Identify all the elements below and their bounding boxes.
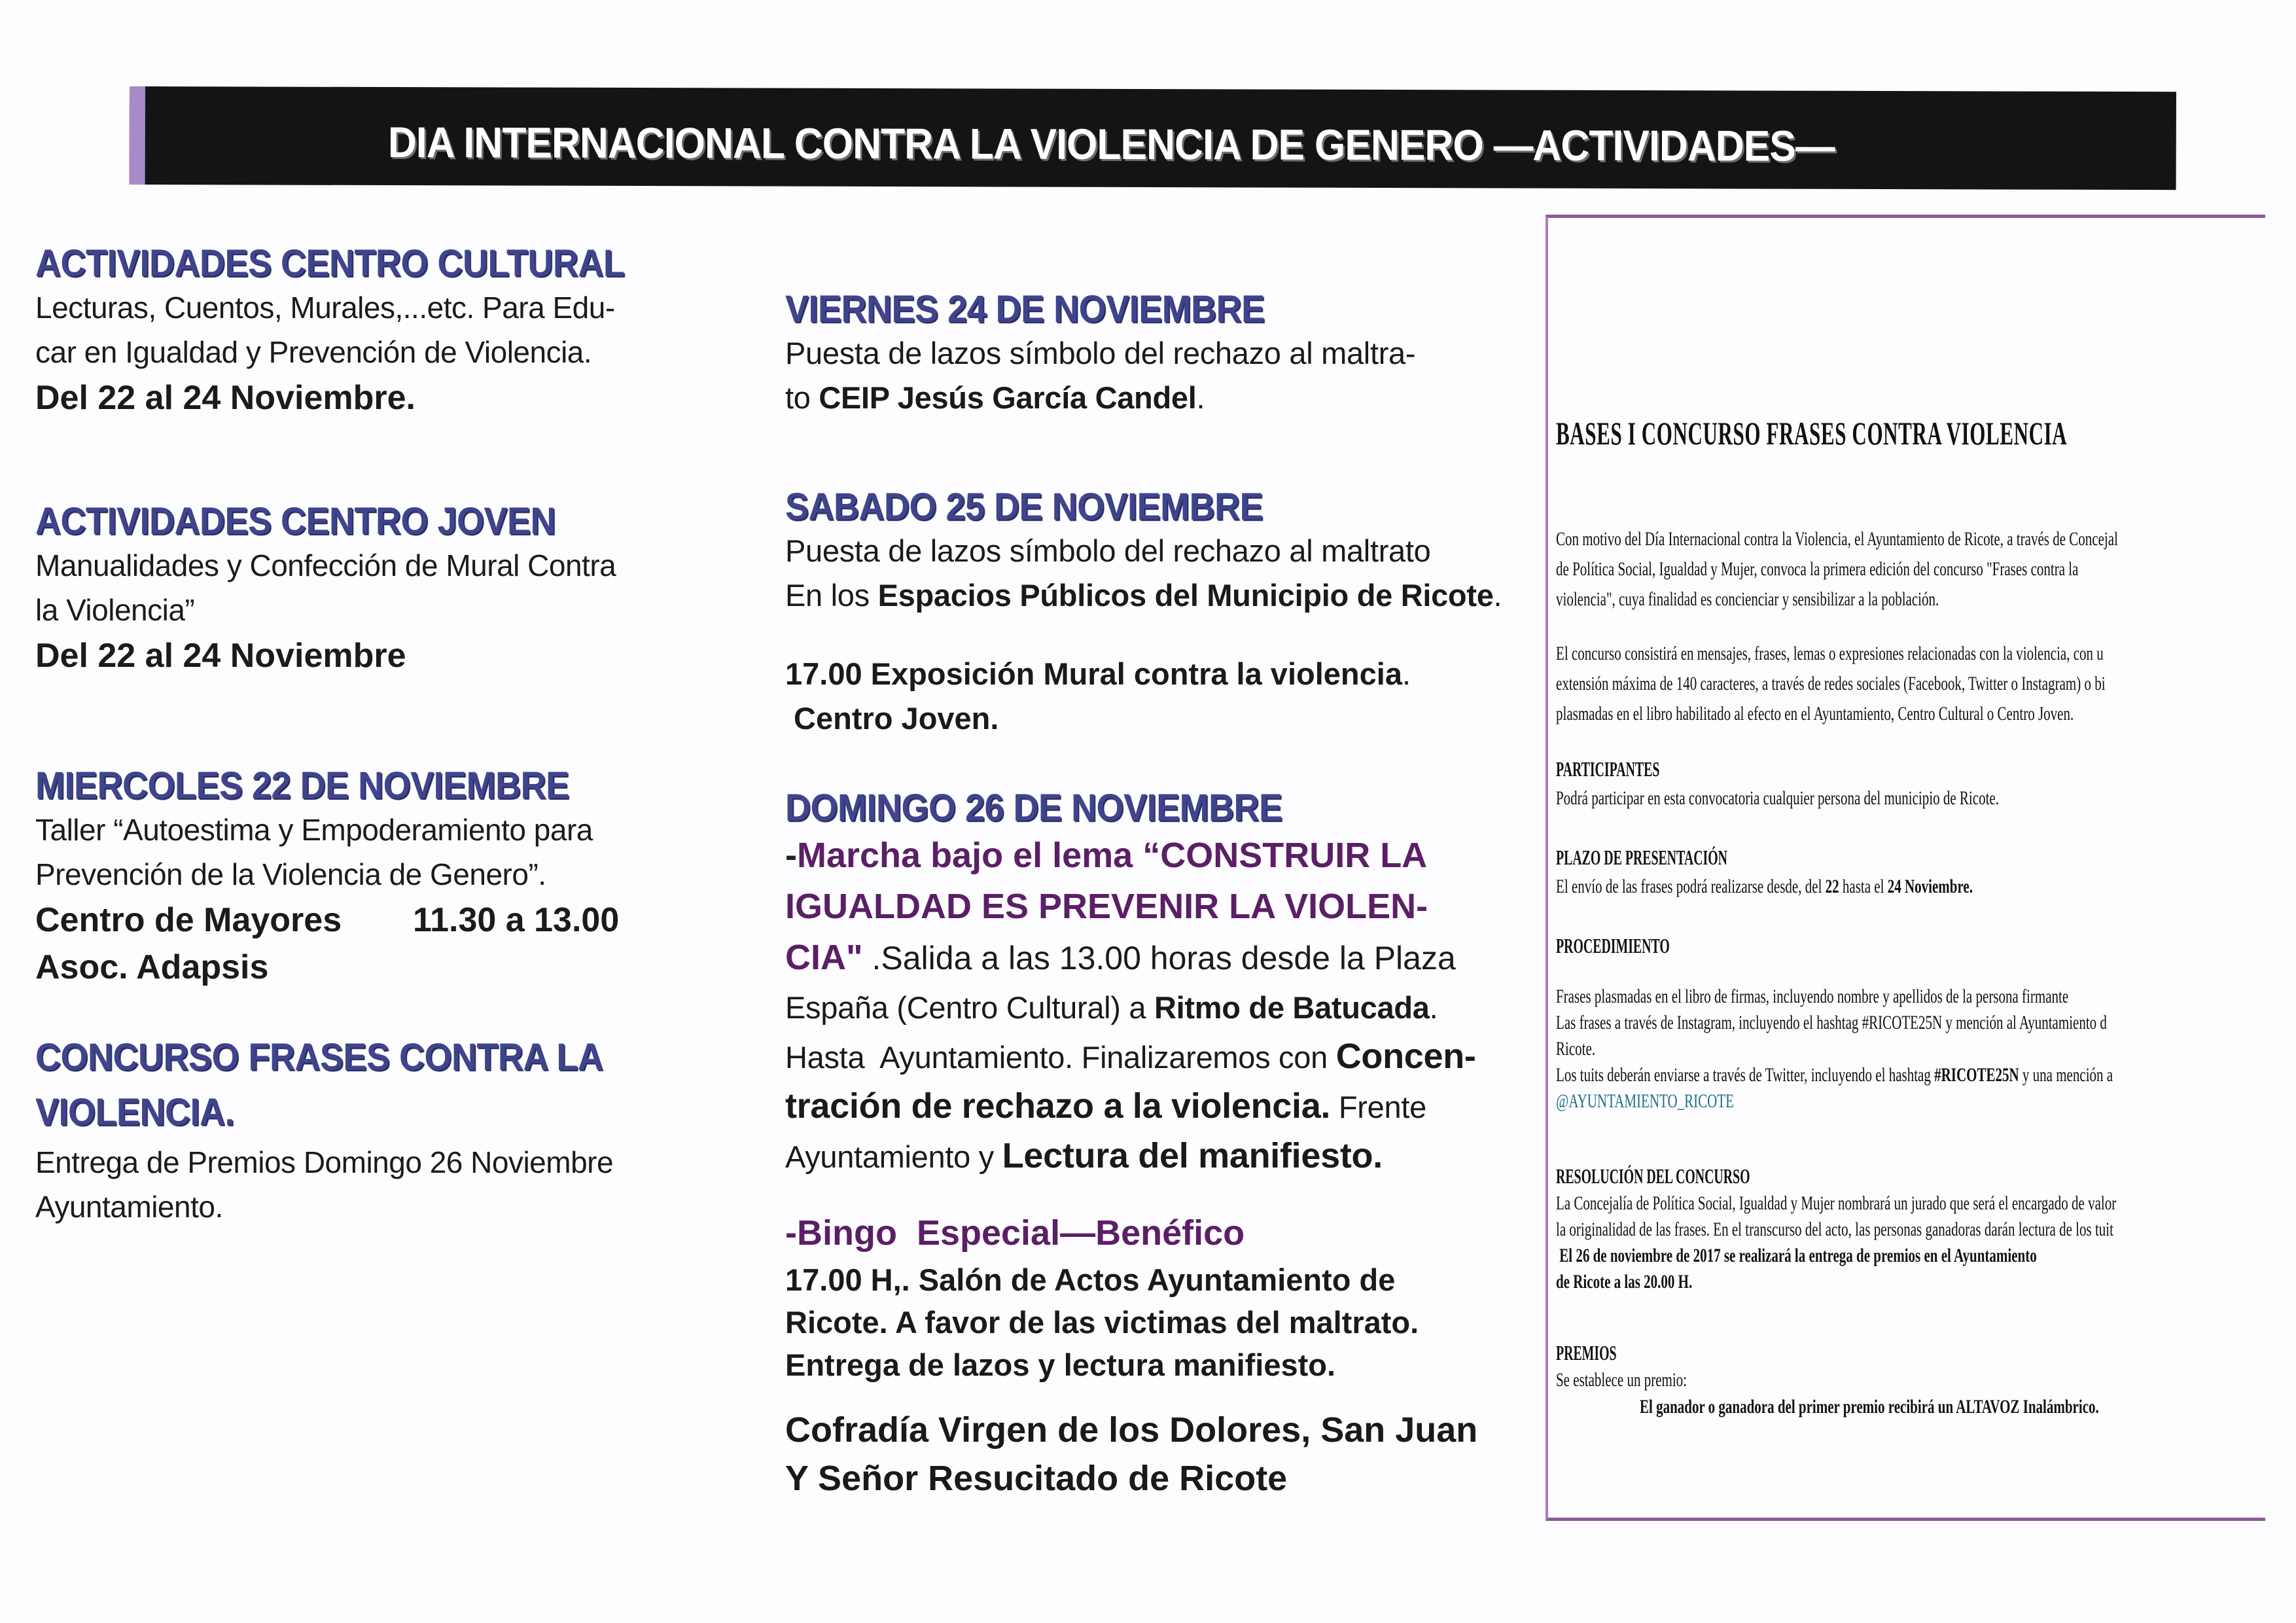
event-place: Centro de Mayores bbox=[35, 901, 342, 939]
event-organizer: Asoc. Adapsis bbox=[35, 948, 269, 986]
description-line: Ayuntamiento. bbox=[35, 1190, 223, 1224]
text-fragment: En los bbox=[785, 578, 878, 613]
text-fragment: tración de rechazo a la violencia. bbox=[785, 1086, 1331, 1126]
rules-text-line bbox=[1556, 872, 2223, 902]
section-domingo bbox=[785, 787, 1538, 1503]
page-title: DIA INTERNACIONAL CONTRA LA VIOLENCIA DE GENERO —ACTIVIDADES— bbox=[388, 118, 1835, 170]
description-line bbox=[785, 984, 1538, 1032]
venue-name: Espacios Públicos del Municipio de Ricote bbox=[877, 578, 1494, 613]
contest-rules-panel bbox=[1545, 215, 2265, 1521]
hashtag: #RICOTE25N bbox=[1934, 1064, 2019, 1086]
text-fragment: España (Centro Cultural) a bbox=[785, 990, 1155, 1025]
text-fragment: y una mención a bbox=[2019, 1064, 2113, 1086]
description-line: Lecturas, Cuentos, Murales,...etc. Para Edu- bbox=[35, 291, 615, 325]
description-line: la Violencia” bbox=[35, 593, 195, 627]
text-fragment: . bbox=[1196, 380, 1205, 415]
marcha-slogan bbox=[785, 830, 1538, 881]
text-fragment: Frente bbox=[1330, 1090, 1426, 1124]
rules-text-line: Podrá participar en esta convocatoria cualquier persona del municipio de Ricote. bbox=[1556, 787, 1999, 809]
section-sabado bbox=[785, 486, 1538, 741]
text-fragment: Marcha bajo el lema “CONSTRUIR LA bbox=[796, 836, 1428, 875]
bingo-detail: 17.00 H,. Salón de Actos Ayuntamiento de bbox=[785, 1262, 1396, 1297]
bingo-heading: -Bingo Especial—Benéfico bbox=[785, 1213, 1245, 1253]
text-fragment: - bbox=[785, 836, 797, 875]
place-time-row bbox=[35, 897, 742, 944]
section-heading: VIERNES 24 DE NOVIEMBRE bbox=[785, 288, 1265, 330]
text-fragment: Ritmo de Batucada bbox=[1154, 990, 1430, 1025]
rules-plazo bbox=[1556, 843, 2151, 902]
text-fragment: El envío de las frases podrá realizarse desde, del bbox=[1556, 876, 1826, 897]
section-centro-cultural bbox=[35, 242, 742, 421]
rules-subheading: PLAZO DE PRESENTACIÓN bbox=[1556, 846, 1727, 869]
rules-text-line: El 26 de noviembre de 2017 se realizará la entrega de premios en el Ayuntamiento bbox=[1556, 1245, 2037, 1266]
section-heading: CONCURSO FRASES CONTRA LA bbox=[35, 1036, 603, 1079]
rules-text-line: Frases plasmadas en el libro de firmas, incluyendo nombre y apellidos de la persona firmante bbox=[1556, 986, 2069, 1007]
left-column bbox=[35, 242, 742, 1229]
section-heading: SABADO 25 DE NOVIEMBRE bbox=[785, 486, 1263, 528]
rules-text-line: Con motivo del Día Internacional contra la Violencia, el Ayuntamiento de Ricote, a través de Concejal bbox=[1556, 528, 2118, 550]
rules-participantes bbox=[1556, 755, 2189, 813]
rules-intro bbox=[1556, 524, 2296, 615]
text-fragment: to bbox=[785, 380, 819, 415]
rules-subheading: PROCEDIMIENTO bbox=[1556, 934, 1670, 957]
date-range: Del 22 al 24 Noviembre. bbox=[35, 379, 415, 417]
marcha-slogan: IGUALDAD ES PREVENIR LA VIOLEN- bbox=[785, 887, 1428, 926]
rules-text-line: extensión máxima de 140 caracteres, a través de redes sociales (Facebook, Twitter o Instagram) o bi bbox=[1556, 673, 2106, 694]
section-viernes bbox=[785, 288, 1538, 420]
exposicion-line bbox=[785, 652, 1538, 696]
section-miercoles bbox=[35, 764, 742, 991]
rules-text-line: Se establece un premio: bbox=[1556, 1369, 1687, 1391]
rules-subheading: RESOLUCIÓN DEL CONCURSO bbox=[1556, 1164, 1750, 1188]
description-line bbox=[785, 573, 1538, 618]
description-line bbox=[785, 1132, 1538, 1181]
rules-description bbox=[1556, 639, 2296, 729]
prize-description: El ganador o ganadora del primer premio recibirá un ALTAVOZ Inalámbrico. bbox=[1640, 1396, 2099, 1418]
rules-text-line: de Ricote a las 20.00 H. bbox=[1556, 1271, 1693, 1293]
description-line bbox=[785, 1032, 1538, 1082]
middle-column bbox=[785, 288, 1538, 1503]
section-heading: ACTIVIDADES CENTRO JOVEN bbox=[35, 500, 556, 543]
section-concurso bbox=[35, 1030, 742, 1229]
description-line: car en Igualdad y Prevención de Violencia. bbox=[35, 335, 592, 369]
description-line: Entrega de Premios Domingo 26 Noviembre bbox=[35, 1145, 614, 1179]
section-heading: ACTIVIDADES CENTRO CULTURAL bbox=[35, 242, 625, 285]
text-fragment: CIA" bbox=[785, 938, 863, 977]
text-fragment: . bbox=[1493, 578, 1502, 613]
rules-text-line: plasmadas en el libro habilitado al efecto en el Ayuntamiento, Centro Cultural o Centro Joven. bbox=[1556, 703, 2074, 724]
title-banner bbox=[130, 86, 2176, 190]
rules-resolucion bbox=[1556, 1162, 2296, 1295]
description-line: Puesta de lazos símbolo del rechazo al maltra- bbox=[785, 336, 1416, 370]
section-heading: DOMINGO 26 DE NOVIEMBRE bbox=[785, 787, 1282, 829]
description-line bbox=[785, 376, 1538, 420]
text-fragment: Los tuits deberán enviarse a través de Twitter, incluyendo el hashtag bbox=[1556, 1064, 1935, 1086]
text-fragment: . bbox=[1402, 656, 1411, 691]
description-line: Puesta de lazos símbolo del rechazo al maltrato bbox=[785, 533, 1431, 568]
rules-text-line: violencia", cuya finalidad es concienciar y sensibilizar a la población. bbox=[1556, 588, 1939, 610]
rules-text-line: de Política Social, Igualdad y Mujer, convoca la primera edición del concurso "Frases contra la bbox=[1556, 558, 2079, 580]
organizer-line: Y Señor Resucitado de Ricote bbox=[785, 1459, 1288, 1498]
marcha-slogan bbox=[785, 932, 1538, 984]
twitter-mention-link[interactable]: @AYUNTAMIENTO_RICOTE bbox=[1556, 1090, 1734, 1112]
text-fragment: 22 bbox=[1825, 876, 1839, 897]
date-range: Del 22 al 24 Noviembre bbox=[35, 637, 406, 675]
rules-subheading: PARTICIPANTES bbox=[1556, 757, 1660, 781]
bingo-detail: Entrega de lazos y lectura manifiesto. bbox=[785, 1347, 1336, 1382]
rules-text-line: La Concejalía de Política Social, Igualdad y Mujer nombrará un jurado que será el encargado de valor bbox=[1556, 1192, 2117, 1214]
section-heading: MIERCOLES 22 DE NOVIEMBRE bbox=[35, 764, 569, 807]
text-fragment: hasta el bbox=[1839, 876, 1888, 897]
text-fragment: Hasta Ayuntamiento. Finalizaremos con bbox=[785, 1040, 1336, 1075]
section-centro-joven bbox=[35, 500, 742, 679]
rules-text-line bbox=[1556, 1062, 2296, 1088]
rules-subheading: PREMIOS bbox=[1556, 1341, 1617, 1364]
rules-text-line: la originalidad de las frases. En el transcurso del acto, las personas ganadoras darán lectura de los tuit bbox=[1556, 1219, 2113, 1240]
exposicion-venue: Centro Joven. bbox=[785, 701, 999, 736]
text-fragment: . bbox=[1429, 990, 1438, 1025]
text-fragment: .Salida a las 13.00 horas desde la Plaza bbox=[862, 940, 1456, 976]
text-fragment: Concen- bbox=[1335, 1037, 1476, 1076]
rules-premios bbox=[1556, 1338, 2296, 1421]
rules-text-line: Ricote. bbox=[1556, 1038, 1596, 1060]
text-fragment: Ayuntamiento y bbox=[785, 1139, 1002, 1174]
event-time: 11.30 a 13.00 bbox=[413, 901, 620, 939]
rules-text-line: Las frases a través de Instagram, incluyendo el hashtag #RICOTE25N y mención al Ayuntamiento d bbox=[1556, 1012, 2107, 1033]
text-fragment: 24 Noviembre. bbox=[1887, 876, 1973, 897]
rules-text-line: El concurso consistirá en mensajes, frases, lemas o expresiones relacionadas con la violencia, con u bbox=[1556, 643, 2104, 664]
venue-name: CEIP Jesús García Candel bbox=[819, 380, 1197, 415]
description-line bbox=[785, 1082, 1538, 1132]
rules-procedimiento bbox=[1556, 931, 2296, 1115]
text-fragment: Lectura del manifiesto. bbox=[1002, 1136, 1383, 1175]
description-line: Prevención de la Violencia de Genero”. bbox=[35, 857, 546, 891]
text-fragment: 17.00 Exposición Mural contra la violencia bbox=[785, 656, 1402, 691]
organizer-line: Cofradía Virgen de los Dolores, San Juan bbox=[785, 1410, 1478, 1450]
rules-title: BASES I CONCURSO FRASES CONTRA VIOLENCIA bbox=[1556, 415, 2068, 452]
description-line: Taller “Autoestima y Empoderamiento para bbox=[35, 813, 593, 847]
section-heading-continued: VIOLENCIA. bbox=[35, 1091, 235, 1133]
bingo-detail: Ricote. A favor de las victimas del maltrato. bbox=[785, 1305, 1419, 1340]
description-line: Manualidades y Confección de Mural Contra bbox=[35, 548, 616, 582]
